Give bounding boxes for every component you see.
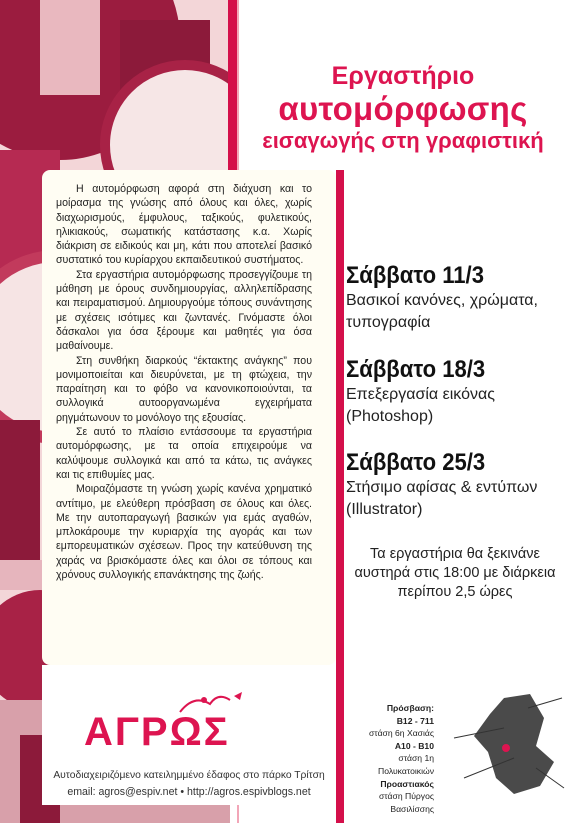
poster-title: [244, 62, 562, 154]
accent-stripe: [336, 170, 344, 823]
schedule-item: [346, 262, 568, 334]
tagline: Αυτοδιαχειριζόμενο κατειλημμένο έδαφος στο πάρκο Τρίτση: [53, 770, 325, 781]
access-heading: Προαστιακός: [380, 778, 434, 789]
schedule-note: Τα εργαστήρια θα ξεκινάνε αυστηρά στις 18:00 με διάρκεια περίπου 2,5 ώρες: [354, 546, 556, 600]
schedule-item: [346, 356, 568, 428]
access-bus: B12 - 711: [396, 715, 434, 726]
access-stop: στάση Πύργος Βασιλίσσης: [378, 791, 434, 814]
title-line-3: εισαγωγής στη γραφιστική: [262, 128, 544, 153]
location-map: [444, 688, 568, 804]
access-info: [348, 702, 434, 815]
body-paragraph: Σε αυτό το πλαίσιο εντάσσουμε τα εργαστήρια αυτομόρφωσης, με τα οποία επιχειρούμε να καλύψουμε συλλογικά και από τα κάτω, τις ανάγκες και τις επιθυμίες μας.: [56, 426, 312, 481]
access-stop: στάση 1η Πολυκατοικιών: [378, 753, 434, 776]
body-paragraph: Στη συνθήκη διαρκούς “έκτακτης ανάγκης” που μονιμοποιείται και διευρύνεται, με τη φτώχεια, την παραίτηση και το φόβο να κανονικοποιούνται, τα συλλογικά αυτοοργανωμένα εγχειρήματα ρηγμάτωνουν το μονόλογο της εξουσίας.: [56, 354, 312, 424]
schedule-day: Σάββατο 18/3: [346, 356, 486, 383]
schedule-day: Σάββατο 11/3: [346, 262, 484, 289]
body-text: [56, 182, 312, 582]
access-stop: στάση 6η Χασιάς: [369, 728, 434, 739]
schedule-day: Σάββατο 25/3: [346, 449, 486, 476]
body-paragraph: Στα εργαστήρια αυτομόρφωσης προσεγγίζουμε τη μάθηση με όρους συνδημιουργίας, αλληλεπίδρασης και πειραματισμού. Δημιουργούμε τόπους συνάντησης με σχέσεις ισότιμες και ζωντανές. Γινόμαστε όλοι δάσκαλοι για όσα ξέρουμε και μαθητές για όσα μαθαίνουμε.: [56, 268, 312, 353]
title-line-2: αυτομόρφωσης: [278, 90, 528, 127]
access-bus: A10 - B10: [394, 740, 434, 751]
title-line-1: Εργαστήριο: [331, 62, 475, 90]
schedule-item: [346, 449, 568, 521]
schedule-desc: Επεξεργασία εικόνας (Photoshop): [346, 386, 495, 425]
schedule-desc: Βασικοί κανόνες, χρώματα, τυπογραφία: [346, 292, 538, 331]
body-paragraph: Η αυτομόρφωση αφορά στη διάχυση και το μοίρασμα της γνώσης από όλους και όλες, χωρίς διαχωρισμούς, έμφυλους, ταξικούς, φυλετικούς, ηλικιακούς, σωματικής κατάστασης κ.α. Χωρίς διάκριση σε ειδικούς και μη, κάτι που αποτελεί βασικό συστατικό του κυρίαρχου εκπαιδευτικού συστήματος.: [56, 183, 312, 267]
body-paragraph: Μοιραζόμαστε τη γνώση χωρίς κανένα χρηματικό αντίτιμο, με ελεύθερη πρόσβαση σε όλους και όλες. Με την αυτοπαραγωγή βασικών για εμάς αγαθών, μπλοκάρουμε την κυριαρχία της αγοράς και των εμπορευματικών σχέσεων. Προς την κατεύθυνση της χαράς να βρισκόμαστε όλες και όλοι σε τόπους και χρόνους συλλογικής επανάκτησης της ζωής.: [56, 483, 312, 582]
contact-info[interactable]: email: agros@espiv.net • http://agros.espivblogs.net: [67, 786, 311, 798]
access-heading: Πρόσβαση:: [386, 703, 434, 713]
logo-text: ΑΓΡΩΣ: [84, 710, 230, 754]
schedule-desc: Στήσιμο αφίσας & εντύπων (Illustrator): [346, 479, 538, 518]
